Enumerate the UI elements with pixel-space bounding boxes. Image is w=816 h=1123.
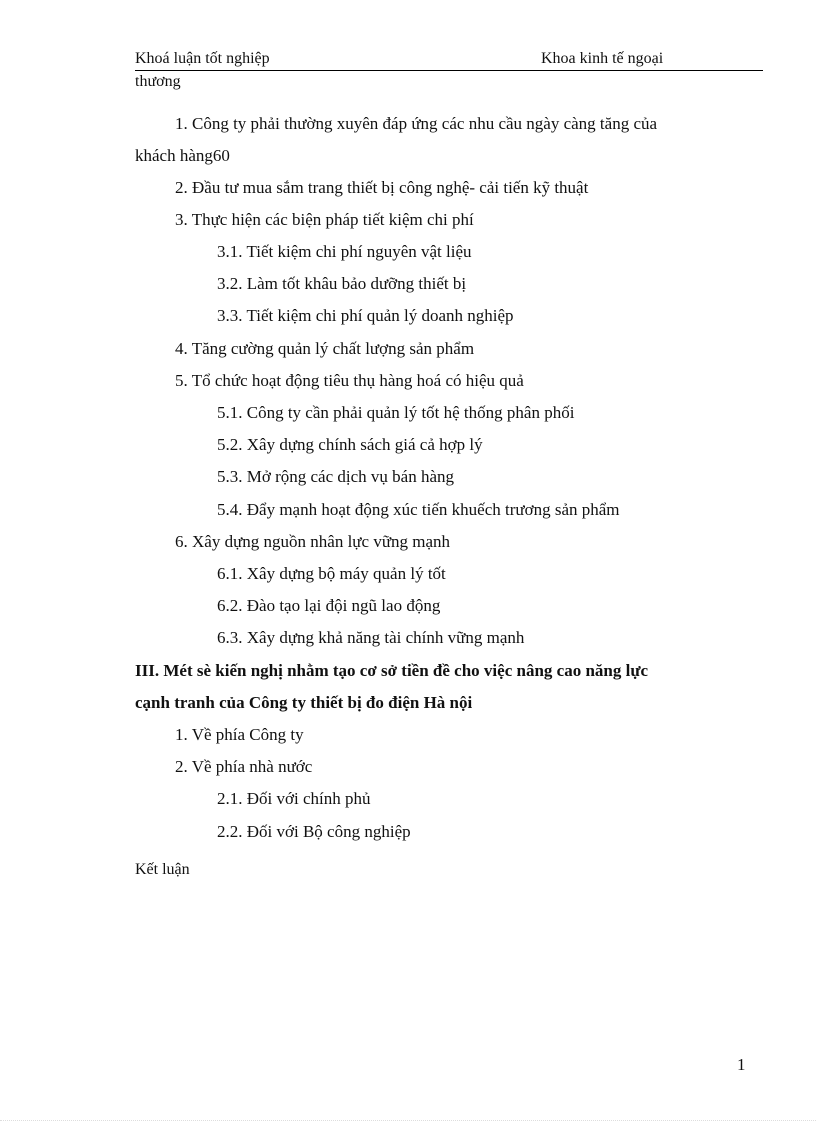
toc-line: 6. Xây dựng nguồn nhân lực vững mạnh	[175, 532, 451, 551]
header-rule	[135, 70, 763, 71]
toc-line: 5.1. Công ty cần phải quản lý tốt hệ thống phân phối	[217, 403, 575, 422]
toc-line: 6.2. Đào tạo lại đội ngũ lao động	[217, 596, 441, 615]
toc-section-heading: cạnh tranh của Công ty thiết bị đo điện Hà nội	[135, 693, 473, 712]
toc-line: 2. Về phía nhà nước	[175, 757, 313, 776]
toc-line: 5.4. Đẩy mạnh hoạt động xúc tiến khuếch trương sản phẩm	[217, 500, 620, 519]
toc-line: 4. Tăng cường quản lý chất lượng sản phẩm	[175, 339, 475, 358]
header-left-title: Khoá luận tốt nghiệp	[135, 50, 270, 67]
toc-section-heading: III. Mét sè kiến nghị nhằm tạo cơ sở tiền đề cho việc nâng cao năng lực	[135, 661, 649, 680]
toc-line: 3.2. Làm tốt khâu bảo dưỡng thiết bị	[217, 274, 467, 293]
page-edge-divider	[0, 1120, 816, 1121]
toc-line: khách hàng60	[135, 146, 230, 165]
toc-line: 5.3. Mở rộng các dịch vụ bán hàng	[217, 467, 455, 486]
toc-line: 5.2. Xây dựng chính sách giá cả hợp lý	[217, 435, 483, 454]
header-continuation: thương	[135, 73, 181, 90]
toc-line: 2.1. Đối với chính phủ	[217, 789, 371, 808]
toc-line: 1. Về phía Công ty	[175, 725, 304, 744]
conclusion-heading: Kết luận	[135, 861, 190, 878]
toc-line: 6.1. Xây dựng bộ máy quản lý tốt	[217, 564, 446, 583]
toc-line: 2. Đầu tư mua sắm trang thiết bị công nghệ- cải tiến kỹ thuật	[175, 178, 589, 197]
toc-line: 2.2. Đối với Bộ công nghiệp	[217, 822, 411, 841]
toc-line: 5. Tổ chức hoạt động tiêu thụ hàng hoá có hiệu quả	[175, 371, 524, 390]
toc-line: 1. Công ty phải thường xuyên đáp ứng các nhu cầu ngày càng tăng của	[175, 114, 658, 133]
page-number: 1	[737, 1055, 746, 1074]
header-right-title: Khoa kinh tế ngoại	[541, 50, 664, 67]
toc-line: 3.1. Tiết kiệm chi phí nguyên vật liệu	[217, 242, 472, 261]
toc-line: 3.3. Tiết kiệm chi phí quản lý doanh nghiệp	[217, 306, 514, 325]
toc-line: 3. Thực hiện các biện pháp tiết kiệm chi phí	[175, 210, 474, 229]
toc-line: 6.3. Xây dựng khả năng tài chính vững mạnh	[217, 628, 525, 647]
